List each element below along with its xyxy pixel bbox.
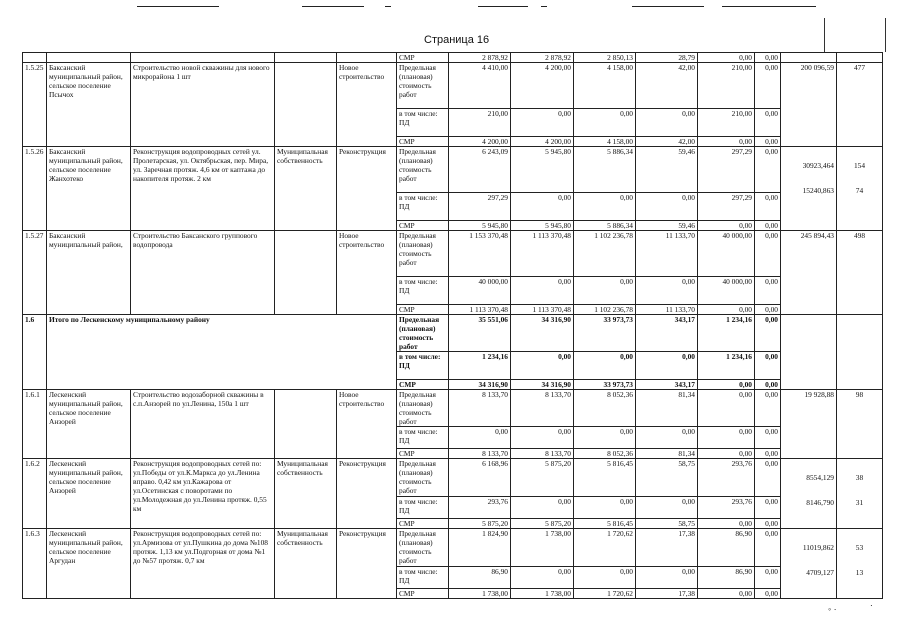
table-cell: 0,00	[574, 427, 636, 449]
extra-count-cell	[837, 390, 883, 459]
table-cell: 0,00	[698, 519, 755, 529]
table-cell: 1.6.3	[23, 529, 47, 599]
table-cell: Реконструкция	[337, 147, 397, 231]
table-cell: 0,00	[636, 193, 698, 221]
table-cell: 0,00	[755, 53, 781, 63]
extra-value: 30923,464	[802, 161, 834, 170]
margin-mark: ∙	[870, 600, 873, 610]
table-cell: 6 168,96	[449, 459, 511, 497]
table-cell	[337, 53, 397, 63]
table-cell: 0,00	[636, 497, 698, 519]
table-cell: 5 886,34	[574, 221, 636, 231]
table-cell: Баксанский муниципальный район,	[47, 231, 131, 315]
table-cell: Муниципальная собственность	[275, 529, 337, 599]
extra-count: 38	[855, 473, 864, 482]
table-cell: 40 000,00	[449, 277, 511, 305]
table-cell: 59,46	[636, 221, 698, 231]
table-cell: 81,34	[636, 449, 698, 459]
table-cell	[23, 53, 47, 63]
table-cell: 1.6.1	[23, 390, 47, 459]
table-cell: 8 133,70	[449, 449, 511, 459]
table-cell: Реконструкция	[337, 459, 397, 529]
table-cell: 343,17	[636, 380, 698, 390]
table-cell	[47, 53, 131, 63]
table-cell: 1.5.27	[23, 231, 47, 315]
table-cell: 0,00	[698, 305, 755, 315]
extra-value: 8146,790	[806, 498, 834, 507]
table-cell: 58,75	[636, 459, 698, 497]
table-row	[23, 63, 883, 109]
table-cell: 0,00	[511, 277, 574, 305]
table-cell: 8 133,70	[449, 390, 511, 427]
margin-mark: ◦ ∙	[828, 604, 837, 614]
extra-count: 53	[855, 543, 864, 552]
table-cell: 0,00	[636, 352, 698, 380]
table-cell: 40 000,00	[698, 277, 755, 305]
table-cell: Предельная (плановая) стоимость работ	[397, 63, 449, 109]
table-cell: 4 200,00	[449, 137, 511, 147]
table-cell: 0,00	[636, 109, 698, 137]
table-cell: Реконструкция	[337, 529, 397, 599]
table-cell	[781, 315, 837, 390]
extra-count: 31	[855, 498, 864, 507]
table-cell: 34 316,90	[511, 315, 574, 352]
table-cell: 1 824,90	[449, 529, 511, 567]
table-cell: 0,00	[574, 352, 636, 380]
table-cell: Реконструкция водопроводных сетей по: ул.Победы от ул.К.Маркса до ул.Ленина вправо. 0,42 км ул.Кажарова от ул.Осетинская с поворотами по ул.Молодежная до ул.Ленина протяж. 0,55 км	[131, 459, 275, 529]
extra-count: 477	[853, 63, 866, 72]
extra-value: 19 928,88	[804, 390, 834, 399]
extra-value-cell	[781, 459, 837, 529]
table-cell: 210,00	[698, 109, 755, 137]
table-cell: в том числе: ПД	[397, 427, 449, 449]
table-cell: в том числе: ПД	[397, 497, 449, 519]
table-cell: 0,00	[755, 567, 781, 589]
page-header: Страница 16	[424, 34, 490, 46]
top-rule	[302, 6, 364, 7]
table-row	[23, 459, 883, 497]
table-cell: 2 850,13	[574, 53, 636, 63]
table-cell: 1 720,62	[574, 529, 636, 567]
table-cell: 11 133,70	[636, 305, 698, 315]
table-cell: 0,00	[574, 277, 636, 305]
table-cell: 0,00	[755, 147, 781, 193]
table-cell: 0,00	[755, 231, 781, 277]
table-row	[23, 390, 883, 427]
table-cell: Новое строительство	[337, 63, 397, 147]
top-rule	[632, 6, 704, 7]
table-cell: 0,00	[574, 497, 636, 519]
table-cell: 1 102 236,78	[574, 231, 636, 277]
table-cell: 86,90	[449, 567, 511, 589]
table-cell: 0,00	[511, 193, 574, 221]
table-cell: 40 000,00	[698, 231, 755, 277]
table-cell: 33 973,73	[574, 315, 636, 352]
table-row	[23, 53, 883, 63]
extra-count-cell	[837, 529, 883, 599]
extra-count-cell	[837, 147, 883, 231]
table-cell: СМР	[397, 589, 449, 599]
table-cell	[275, 63, 337, 147]
table-cell: Строительство новой скважины для нового микрорайона 1 шт	[131, 63, 275, 147]
table-cell: 5 886,34	[574, 147, 636, 193]
table-cell: 0,00	[574, 109, 636, 137]
table-cell: 4 200,00	[511, 63, 574, 109]
table-cell	[275, 53, 337, 63]
table-cell: 8 133,70	[511, 390, 574, 427]
table-cell	[275, 231, 337, 315]
table-cell: 0,00	[698, 380, 755, 390]
table-cell: 8 052,36	[574, 390, 636, 427]
extra-count-cell	[837, 459, 883, 529]
extra-value: 15240,863	[802, 186, 834, 195]
extra-count: 498	[853, 231, 866, 240]
extra-value-cell	[781, 63, 837, 147]
table-cell: Строительство водозаборной скважины в с.п.Анзорей по ул.Ленина, 150а 1 шт	[131, 390, 275, 459]
extra-count-cell	[837, 231, 883, 315]
table-cell: 0,00	[511, 109, 574, 137]
table-cell: 0,00	[511, 567, 574, 589]
table-cell: 0,00	[755, 459, 781, 497]
extra-value: 200 096,59	[800, 63, 834, 72]
table-cell: 35 551,06	[449, 315, 511, 352]
table-cell: 34 316,90	[449, 380, 511, 390]
table-cell: 1.6.2	[23, 459, 47, 529]
table-cell: 1 738,00	[511, 529, 574, 567]
table-cell: 0,00	[511, 427, 574, 449]
table-cell: в том числе: ПД	[397, 567, 449, 589]
table-cell: 1 720,62	[574, 589, 636, 599]
table-cell: 59,46	[636, 147, 698, 193]
table-cell: Лескенский муниципальный район, сельское поселение Анзорей	[47, 390, 131, 459]
table-cell: СМР	[397, 449, 449, 459]
table-cell: в том числе: ПД	[397, 352, 449, 380]
table-cell: 0,00	[511, 497, 574, 519]
table-cell: 0,00	[698, 589, 755, 599]
total-row	[23, 315, 883, 352]
extra-value: 11019,862	[802, 543, 834, 552]
table-cell: 42,00	[636, 63, 698, 109]
extra-count: 154	[853, 161, 866, 170]
table-cell: 33 973,73	[574, 380, 636, 390]
table-cell: 343,17	[636, 315, 698, 352]
extra-count: 98	[855, 390, 864, 399]
table-cell: 0,00	[698, 390, 755, 427]
table-cell: 0,00	[755, 529, 781, 567]
table-cell: 0,00	[755, 63, 781, 109]
table-cell: 28,79	[636, 53, 698, 63]
table-cell: 293,76	[449, 497, 511, 519]
table-cell: СМР	[397, 53, 449, 63]
table-cell: 0,00	[698, 427, 755, 449]
extra-value-cell	[781, 231, 837, 315]
table-cell: Муниципальная собственность	[275, 147, 337, 231]
table-cell: Реконструкция водопроводных сетей ул. Пролетарская, ул. Октябрьская, пер. Мира, ул. Заречная протяж. 4,6 км от каптажа до накопителя протяж. 2 км	[131, 147, 275, 231]
table-cell: 5 875,20	[449, 519, 511, 529]
table-row	[23, 529, 883, 567]
table-cell: 17,38	[636, 529, 698, 567]
table-cell: 1 102 236,78	[574, 305, 636, 315]
table-cell: СМР	[397, 519, 449, 529]
table-cell: 0,00	[755, 315, 781, 352]
table-cell: Строительство Баксанского группового водопровода	[131, 231, 275, 315]
top-rule	[385, 6, 391, 7]
table-cell: Предельная (плановая) стоимость работ	[397, 231, 449, 277]
table-cell: Новое строительство	[337, 231, 397, 315]
table-row	[23, 147, 883, 193]
table-cell: 297,29	[698, 193, 755, 221]
table-cell: 11 133,70	[636, 231, 698, 277]
table-cell: Баксанский муниципальный район, сельское поселение Псычох	[47, 63, 131, 147]
table-cell: 0,00	[698, 137, 755, 147]
table-cell: 1 738,00	[511, 589, 574, 599]
extra-value-cell	[781, 147, 837, 231]
table-cell: 0,00	[755, 519, 781, 529]
table-cell: 34 316,90	[511, 380, 574, 390]
table-cell: 0,00	[511, 352, 574, 380]
table-cell: 58,75	[636, 519, 698, 529]
table-cell: 1 153 370,48	[449, 231, 511, 277]
table-cell: 1 234,16	[698, 352, 755, 380]
table-cell: 4 158,00	[574, 137, 636, 147]
table-cell: 0,00	[755, 427, 781, 449]
table-cell: 210,00	[449, 109, 511, 137]
table-cell: в том числе: ПД	[397, 109, 449, 137]
table-cell: Итого по Лескенскому муниципальному району	[47, 315, 397, 390]
cost-table	[22, 52, 883, 599]
table-cell: 4 158,00	[574, 63, 636, 109]
table-cell: 2 878,92	[449, 53, 511, 63]
table-cell: Лескенский муниципальный район, сельское поселение Аргудан	[47, 529, 131, 599]
table-cell: 0,00	[574, 193, 636, 221]
table-cell: 0,00	[574, 567, 636, 589]
table-cell: 0,00	[755, 390, 781, 427]
table-cell: 0,00	[755, 449, 781, 459]
table-cell: 0,00	[755, 497, 781, 519]
right-margin-line	[824, 18, 825, 52]
extra-value: 245 894,43	[800, 231, 834, 240]
table-cell: 0,00	[698, 221, 755, 231]
table-cell: 1 113 370,48	[449, 305, 511, 315]
table-cell: в том числе: ПД	[397, 193, 449, 221]
table-cell: 0,00	[636, 427, 698, 449]
table-cell: 0,00	[755, 193, 781, 221]
table-cell: СМР	[397, 380, 449, 390]
table-cell: 297,29	[698, 147, 755, 193]
table-cell: 4 200,00	[511, 137, 574, 147]
extra-value: 4709,127	[806, 568, 834, 577]
table-cell: 6 243,09	[449, 147, 511, 193]
table-cell	[131, 53, 275, 63]
table-cell: 17,38	[636, 589, 698, 599]
table-cell: СМР	[397, 137, 449, 147]
table-cell: 1 234,16	[698, 315, 755, 352]
table-cell: СМР	[397, 305, 449, 315]
table-cell: 5 945,80	[449, 221, 511, 231]
top-rule	[137, 6, 219, 7]
table-cell: Реконструкция водопроводных сетей по: ул.Армизова от ул.Пушкина до дома №108 протяж. 1,13 км ул.Подгорная от дома №1 до №57 протяж. 0,7 км	[131, 529, 275, 599]
top-rule	[541, 6, 547, 7]
table-cell: 4 410,00	[449, 63, 511, 109]
table-cell: 8 052,36	[574, 449, 636, 459]
table-cell: 1 234,16	[449, 352, 511, 380]
table-cell	[781, 53, 837, 63]
table-cell	[275, 390, 337, 459]
table-cell: 81,34	[636, 390, 698, 427]
table-cell: 210,00	[698, 63, 755, 109]
table-cell: 293,76	[698, 459, 755, 497]
table-cell: 86,90	[698, 567, 755, 589]
table-cell: 0,00	[449, 427, 511, 449]
table-cell: 0,00	[636, 277, 698, 305]
table-cell: Баксанский муниципальный район, сельское поселение Жанхотеко	[47, 147, 131, 231]
table-cell: 86,90	[698, 529, 755, 567]
table-cell: СМР	[397, 221, 449, 231]
table-cell: 1 113 370,48	[511, 231, 574, 277]
table-cell: Новое строительство	[337, 390, 397, 459]
table-cell: 293,76	[698, 497, 755, 519]
table-cell: 0,00	[755, 589, 781, 599]
table-cell: 5 816,45	[574, 519, 636, 529]
extra-value: 8554,129	[806, 473, 834, 482]
extra-value-cell	[781, 390, 837, 459]
table-cell	[837, 315, 883, 390]
right-margin-line	[885, 18, 886, 52]
table-cell: Предельная (плановая) стоимость работ	[397, 315, 449, 352]
table-cell: 5 945,80	[511, 147, 574, 193]
extra-count: 13	[855, 568, 864, 577]
table-cell: 0,00	[698, 53, 755, 63]
top-rule	[478, 6, 528, 7]
table-cell: Предельная (плановая) стоимость работ	[397, 459, 449, 497]
extra-count: 74	[855, 186, 864, 195]
table-cell: 5 816,45	[574, 459, 636, 497]
table-cell: 0,00	[755, 380, 781, 390]
table-row	[23, 231, 883, 277]
table-cell: 8 133,70	[511, 449, 574, 459]
table-cell	[837, 53, 883, 63]
table-cell: Предельная (плановая) стоимость работ	[397, 390, 449, 427]
table-cell: 1.6	[23, 315, 47, 390]
table-cell: в том числе: ПД	[397, 277, 449, 305]
table-cell: 0,00	[755, 137, 781, 147]
extra-value-cell	[781, 529, 837, 599]
extra-count-cell	[837, 63, 883, 147]
table-cell: 0,00	[755, 221, 781, 231]
table-cell: 0,00	[755, 352, 781, 380]
table-cell: Предельная (плановая) стоимость работ	[397, 147, 449, 193]
table-cell: 5 945,80	[511, 221, 574, 231]
table-cell: 0,00	[755, 277, 781, 305]
table-cell: 2 878,92	[511, 53, 574, 63]
table-cell: 42,00	[636, 137, 698, 147]
table-cell: 1 738,00	[449, 589, 511, 599]
table-cell: 1 113 370,48	[511, 305, 574, 315]
table-cell: Предельная (плановая) стоимость работ	[397, 529, 449, 567]
table-cell: Муниципальная собственность	[275, 459, 337, 529]
table-cell: 0,00	[755, 109, 781, 137]
top-rule	[722, 6, 816, 7]
table-cell: 0,00	[755, 305, 781, 315]
table-cell: 1.5.25	[23, 63, 47, 147]
table-cell: 297,29	[449, 193, 511, 221]
table-cell: Лескенский муниципальный район, сельское поселение Анзорей	[47, 459, 131, 529]
table-cell: 5 875,20	[511, 459, 574, 497]
table-cell: 5 875,20	[511, 519, 574, 529]
table-cell: 0,00	[636, 567, 698, 589]
table-cell: 0,00	[698, 449, 755, 459]
table-cell: 1.5.26	[23, 147, 47, 231]
